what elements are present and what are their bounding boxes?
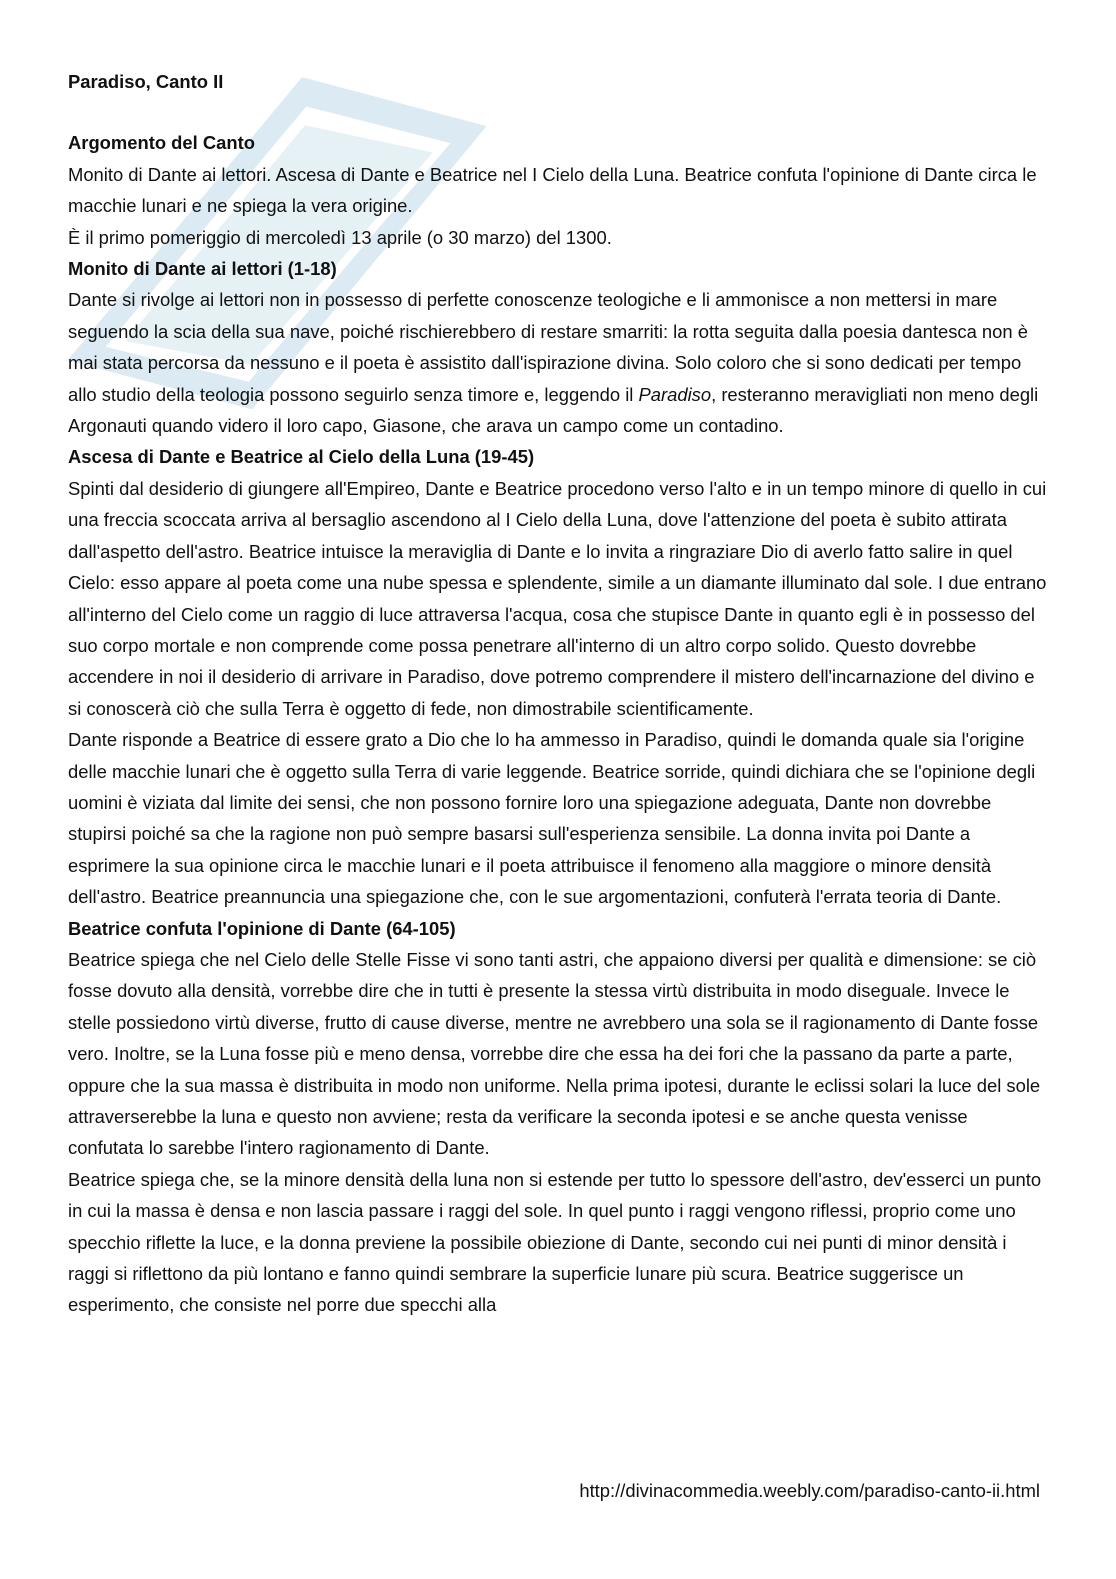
- paragraph: Beatrice spiega che nel Cielo delle Stelle Fisse vi sono tanti astri, che appaiono diversi per qualità e dimensione: se ciò fosse dovuto alla densità, vorrebbe dire che in tutti è presente la stessa virtù distribuita in modo diseguale. Invece le stelle possiedono virtù diverse, frutto di cause diverse, mentre ne avrebbero una sola se il ragionamento di Dante fosse vero. Inoltre, se la Luna fosse più e meno densa, vorrebbe dire che essa ha dei fori che la passano da parte a parte, oppure che la sua massa è distribuita in modo non uniforme. Nella prima ipotesi, durante le eclissi solari la luce del sole attraverserebbe la luna e questo non avviene; resta da verificare la seconda ipotesi e se anche questa venisse confutata lo sarebbe l'intero ragionamento di Dante.: [68, 948, 1041, 1159]
- paragraph-text: Dante si rivolge ai lettori non in possesso di perfette conoscenze teologiche e li ammonisce a non mettersi in mare seguendo la scia della sua nave, poiché rischierebbero di restare smarriti: la rotta seguita dalla poesia dantesca non è mai stata percorsa da nessuno e il poeta è assistito dall'ispirazione divina. Solo coloro che si sono dedicati per tempo allo studio della teologia possono seguirlo senza timore e, leggendo il: [68, 289, 1028, 405]
- paragraph: È il primo pomeriggio di mercoledì 13 aprile (o 30 marzo) del 1300.: [68, 226, 612, 248]
- italic-title: Paradiso: [638, 383, 712, 405]
- page-title: Paradiso, Canto II: [68, 71, 224, 92]
- section-heading: Beatrice confuta l'opinione di Dante (64-105): [68, 917, 456, 939]
- section-heading: Ascesa di Dante e Beatrice al Cielo della Luna (19-45): [68, 446, 535, 468]
- section-monito: [68, 253, 1048, 441]
- section-heading: Argomento del Canto: [68, 132, 255, 154]
- paragraph-text: , resteranno meravigliati non meno degli Argonauti quando videro il loro capo, Giasone, che arava un campo come un contadino.: [68, 383, 1039, 437]
- paragraph: Spinti dal desiderio di giungere all'Empireo, Dante e Beatrice procedono verso l'alto e in un tempo minore di quello in cui una freccia scoccata arriva al bersaglio ascendono al I Cielo della Luna, dove l'attenzione del poeta è subito attirata dall'aspetto dell'astro. Beatrice intuisce la meraviglia di Dante e lo invita a ringraziare Dio di averlo fatto salire in quel Cielo: esso appare al poeta come una nube spessa e splendente, simile a un diamante illuminato dal sole. I due entrano all'interno del Cielo come un raggio di luce attraversa l'acqua, cosa che stupisce Dante in quanto egli è in possesso del suo corpo mortale e non comprende come possa penetrare all'interno di un altro corpo solido. Questo dovrebbe accendere in noi il desiderio di arrivare in Paradiso, dove potremo comprendere il mistero dell'incarnazione del divino e si conoscerà ciò che sulla Terra è oggetto di fede, non dimostrabile scientificamente.: [68, 477, 1047, 719]
- section-heading: Monito di Dante ai lettori (1-18): [68, 258, 337, 280]
- paragraph: Dante risponde a Beatrice di essere grato a Dio che lo ha ammesso in Paradiso, quindi le domanda quale sia l'origine delle macchie lunari che è oggetto sulla Terra di varie leggende. Beatrice sorride, quindi dichiara che se l'opinione degli uomini è viziata dal limite dei sensi, che non possono fornire loro una spiegazione adeguata, Dante non dovrebbe stupirsi poiché sa che la ragione non può sempre basarsi sull'esperienza sensibile. La donna invita poi Dante a esprimere la sua opinione circa le macchie lunari e il poeta attribuisce il fenomeno alla maggiore o minore densità dell'astro. Beatrice preannuncia una spiegazione che, con le sue argomentazioni, confuterà l'errata teoria di Dante.: [68, 729, 1036, 908]
- document-body: [68, 66, 1048, 1321]
- section-ascesa: [68, 441, 1048, 912]
- paragraph: [68, 284, 1048, 441]
- footer-url: http://divinacommedia.weebly.com/paradiso-canto-ii.html: [579, 1480, 1040, 1501]
- section-argomento: [68, 127, 1048, 253]
- paragraph: Beatrice spiega che, se la minore densità della luna non si estende per tutto lo spessore dell'astro, dev'esserci un punto in cui la massa è densa e non lascia passare i raggi del sole. In quel punto i raggi vengono riflessi, proprio come uno specchio riflette la luce, e la donna previene la possibile obiezione di Dante, secondo cui nei punti di minor densità i raggi si riflettono da più lontano e fanno quindi sembrare la superficie lunare più scura. Beatrice suggerisce un esperimento, che consiste nel porre due specchi alla: [68, 1168, 1042, 1316]
- section-confuta: [68, 913, 1048, 1321]
- paragraph: Monito di Dante ai lettori. Ascesa di Dante e Beatrice nel I Cielo della Luna. Beatrice confuta l'opinione di Dante circa le macchie lunari e ne spiega la vera origine.: [68, 163, 1037, 217]
